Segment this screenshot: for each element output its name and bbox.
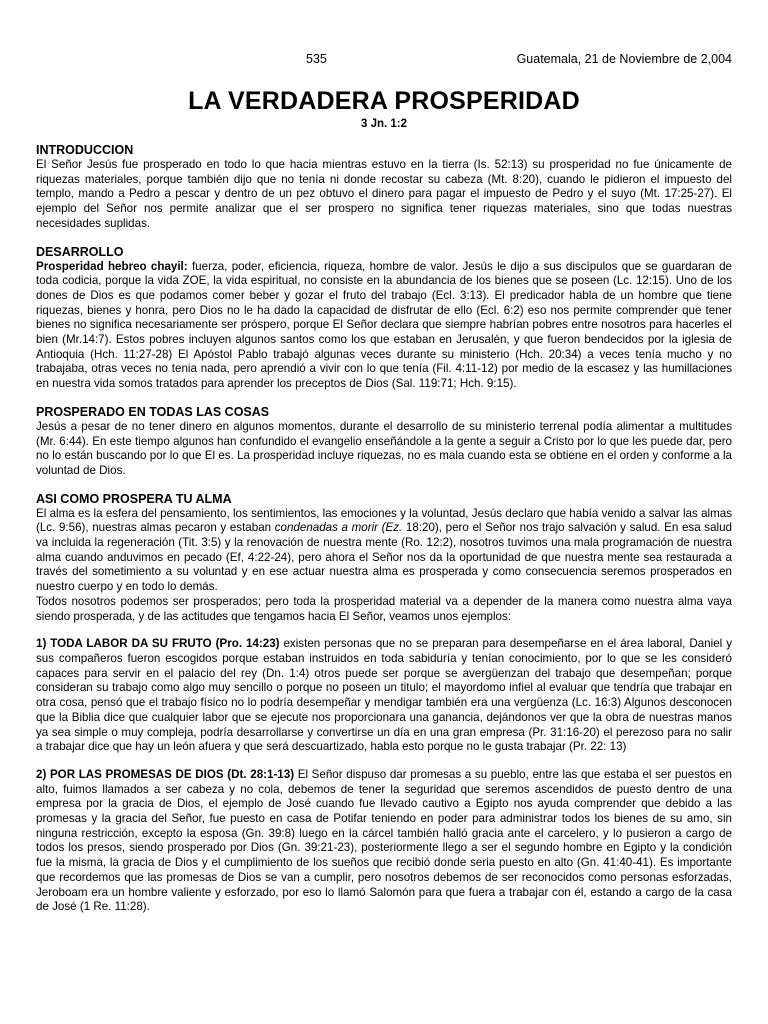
section-paragraph [36,507,732,595]
point-lead: 1) TODA LABOR DA SU FRUTO (Pro. 14:23) [36,637,280,651]
section-paragraph [36,768,732,915]
page-number: 535 [306,52,327,66]
section-introduccion [36,143,732,232]
section-paragraph: Jesús a pesar de no tener dinero en algunos momentos, durante el desarrollo de su ministerio terrenal podía alimentar a multitudes (Mr. 6:44). En este tiempo algunos han confundido el evangelio enseñándole a la gente a seguir a Cristo por lo que les puede dar, pero no lo están buscando por lo que El es. La prosperidad incluye riquezas, no es mala cuando esta se obtiene en el orden y conforme a la voluntad de Dios. [36,419,732,477]
section-alma [36,492,732,625]
section-paragraph [36,637,732,755]
paragraph-text: 18:20), pero el Señor nos trajo salvación y salud. En esa salud va incluida la regeneración (Tit. 3:5) y la renovación de nuestra mente (Ro. 12:2), nosotros tuvimos una mala programación de nuestra alma cuando anduvimos en pecado (Ef, 4:22-24), pero ahora el Señor nos da la oportunidad de que nuestra mente sea restaurada a través del sometimiento a su voluntad y en ese actuar nuestra alma es prosperada y como consecuencia seremos prosperados en nuestro cuerpo y en todo lo demás. [36,521,732,594]
section-prosperado [36,405,732,479]
paragraph-text: El alma es la esfera del pensamiento, los sentimientos, las emociones y la voluntad, Jesús declaro que había venido a salvar las almas (Lc. 9:56), nuestras almas pecaron y estaban [36,506,732,535]
page-header [36,52,732,72]
section-heading: DESARROLLO [36,244,124,259]
section-desarrollo [36,245,732,392]
section-paragraph: Todos nosotros podemos ser prosperados; pero toda la prosperidad material va a depender de la manera como nuestra alma vaya siendo prosperada, y de las actitudes que tengamos hacia El Señor, veamos unos ejemplos: [36,594,732,623]
paragraph-text: fuerza, poder, eficiencia, riqueza, hombre de valor. Jesús le dijo a sus discípulos que se guardaran de toda codicia, porque la vida ZOE, la vida espiritual, no consiste en la abundancia de los bienes que se poseen (Lc. 12:15). Uno de los dones de Dios es que podamos comer beber y gozar el fruto del trabajo (Ecl. 3:13). El predicador habla de un hombre que tiene riquezas, bienes y honra, pero Dios no le ha dado la capacidad de disfrutar de ello (Ecl. 6:2) eso nos permite comprender que tener bienes no significa necesariamente ser próspero, porque El Señor declara que siempre habrían pobres entre nosotros para hacerles el bien (Mr.14:7). Estos pobres incluyen algunos santos como los que estaban en Jerusalén, y que fueron bendecidos por la iglesia de Antioquia (Hch. 11:27-28) El Apóstol Pablo trabajó algunas veces durante su ministerio (Hch. 20:34) a veces tenía mucho y no trabajaba, otras veces no tenia nada, pero aprendió a vivir con lo que tenía (Fil. 4:11-12) por medio de la escasez y las humillaciones en nuestra vida somos tratados para aprender los preceptos de Dios (Sal. 119:71; Hch. 9:15). [36,259,732,391]
section-paragraph: El Señor Jesús fue prosperado en todo lo que hacia mientras estuvo en la tierra (Is. 52:13) su prosperidad no fue únicamente de riquezas materiales, porque también dijo que no tenía ni donde recostar su cabeza (Mt. 8:20), cuando le pidieron el impuesto del templo, mando a Pedro a pescar y dentro de un pez obtuvo el dinero para pagar el impuesto de Pedro y el suyo (Mt. 17:25-27). El ejemplo del Señor nos permite analizar que el ser prospero no significa tener riquezas materiales, sino que todas nuestras necesidades suplidas. [36,158,732,230]
document-title: LA VERDADERA PROSPERIDAD [188,87,580,115]
section-point-2 [36,768,732,915]
point-lead: 2) POR LAS PROMESAS DE DIOS (Dt. 28:1-13) [36,767,295,781]
section-heading: INTRODUCCION [36,143,134,157]
document-page [36,52,732,915]
header-date: Guatemala, 21 de Noviembre de 2,004 [516,52,732,66]
section-paragraph [36,260,732,392]
italic-phrase: condenadas a morir (Ez. [274,521,403,535]
term-lead: Prosperidad hebreo chayil: [36,259,188,273]
section-heading: ASI COMO PROSPERA TU ALMA [36,491,232,506]
paragraph-text: El Señor dispuso dar promesas a su pueblo, entre las que estaba el ser puestos en alto, fuimos llamados a ser cabeza y no cola, debemos de tener la seguridad que seremos ascendidos de puesto dentro de una empresa por la gracia de Dios, el ejemplo de José cuando fue llevado cautivo a Egipto nos ayuda comprender que debido a las promesas y la gracia del Señor, fue puesto en casa de Potifar teniendo en poder para administrar todos los bienes de su amo, sin ninguna restricción, excepto la esposa (Gn. 39:8) luego en la cárcel también halló gracia ante el carcelero, y lo pusieron a cargo de todos los presos, siendo prosperado por Dios (Gn. 39:21-23), posteriormente llego a ser el segundo hombre en Egipto y la condición fue la misma, la gracia de Dios y el cumplimiento de los sueños que recibió donde seria puesto en alto (Gn. 41:40-41). Es importante que recordemos que las promesas de Dios se van a cumplir, pero nosotros debemos de ser reconocidos como personas esforzadas, Jeroboam era un hombre valiente y esforzado, por eso lo llamó Salomón para que fuera a trabajar con él, estando a cargo de la casa de José (1 Re. 11:28). [36,767,733,914]
bible-reference: 3 Jn. 1:2 [360,118,408,130]
paragraph-text: existen personas que no se preparan para desempeñarse en el área laboral, Daniel y sus compañeros fueron escogidos porque estaban instruidos en toda sabiduría y tenían conocimiento, por lo que se les consideró capaces para servir en el palacio del rey (Dn. 1:4) otros puede ser porque se avergüenzan del trabajo que desempeñan; porque consideran su trabajo como algo muy sencillo o porque no poseen un titulo; el mayordomo infiel al evaluar que tendría que trabajar en otra cosa, pensó que el trabajo físico no lo podría desempeñar y mendigar también era una vergüenza (Lc. 16:3) Algunos desconocen que la Biblia dice que cualquier labor que se ejecute nos proporcionara una ganancia, dejándonos ver que la obra de nuestras manos ya sea simple o muy compleja, podría desarrollarse y convertirse un día en una gran empresa (Pr. 31:16-20) el perezoso para no salir a trabajar dice que hay un león afuera y que será descuartizado, habla esto porque no le gusta trabajar (Pr. 22: 13) [36,637,732,754]
section-point-1 [36,637,732,755]
section-heading: PROSPERADO EN TODAS LAS COSAS [36,404,270,419]
